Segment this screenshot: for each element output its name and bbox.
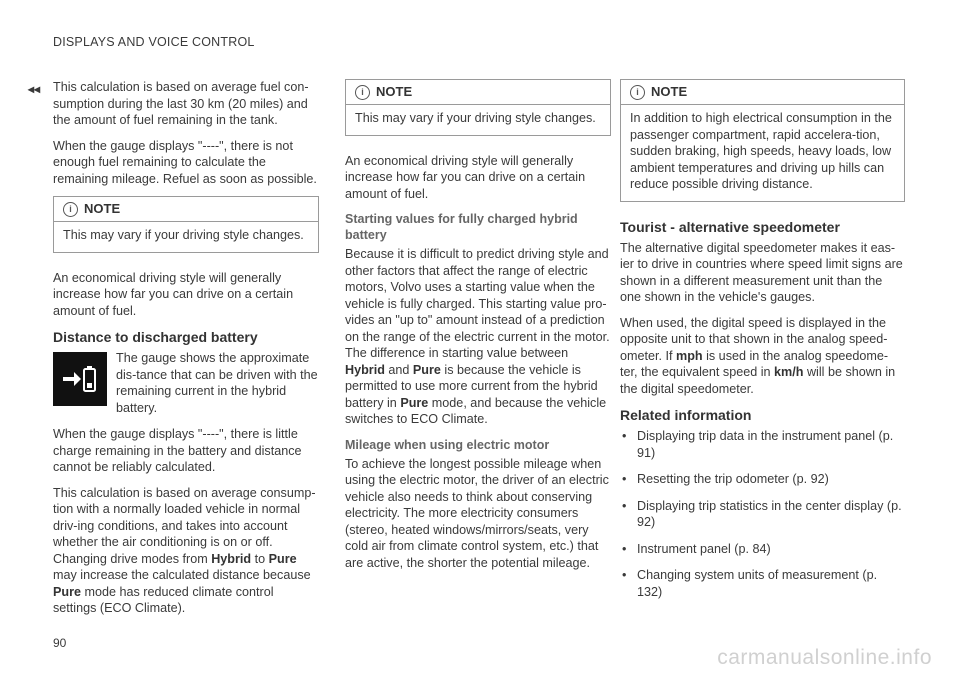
column-1 [53, 79, 319, 626]
note-header [621, 80, 904, 105]
paragraph: Because it is difficult to predict driving style and other factors that affect the range of electric motors, Volvo uses a starting value when the vehicle is fully charged. This starting value pro-vides an "up to" amount instead of a prediction on the range of the electric current in the motor. The difference in starting value between Hybrid and Pure is because the vehicle is permitted to use more current from the hybrid battery in Pure mode, and because the vehicle switches to ECO Climate. [345, 247, 610, 426]
note-header [54, 197, 318, 222]
page-header: DISPLAYS AND VOICE CONTROL [53, 35, 255, 49]
paragraph: The alternative digital speedometer makes it eas-ier to drive in countries where speed limit signs are shown in a different measurement unit than the one shown in the vehicle's gauges. [620, 240, 903, 304]
column-3 [620, 79, 905, 610]
section-heading: Tourist - alternative speedometer [620, 218, 840, 235]
page-number: 90 [53, 636, 67, 650]
related-link[interactable]: • Displaying trip statistics in the center display (p. 92) [620, 498, 905, 531]
paragraph: To achieve the longest possible mileage when using the electric motor, the driver of an electric vehicle also needs to think about conserving electricity. The more electricity consumers (stereo, heated windows/mirrors/seats, very cold air from climate control system, etc.) that are active, the shorter the potential mileage. [345, 456, 609, 570]
related-heading: Related information [620, 407, 752, 423]
symbol-row [53, 350, 319, 416]
paragraph: When used, the digital speed is displayed in the opposite unit to that shown in the analog speed-ometer. If mph is used in the analog speedome-ter, the equivalent speed in km/h will be shown in the digital speedometer. [620, 315, 896, 396]
paragraph: An economical driving style will generally increase how far you can drive on a certain amount of fuel. [345, 153, 586, 201]
related-link[interactable]: • Resetting the trip odometer (p. 92) [620, 471, 905, 488]
note-box [620, 79, 905, 202]
related-list [620, 428, 905, 600]
related-link[interactable]: • Changing system units of measurement (p. 132) [620, 567, 905, 600]
battery-range-icon [53, 352, 107, 406]
paragraph: This calculation is based on average fuel con-sumption during the last 30 km (20 miles) and the amount of fuel remaining in the tank. [53, 80, 309, 127]
info-icon: i [63, 202, 78, 217]
section-heading: Distance to discharged battery [53, 329, 258, 345]
symbol-description: The gauge shows the approximate dis-tance that can be driven with the remaining current in the hybrid battery. [116, 351, 318, 415]
paragraph: When the gauge displays "----", there is not enough fuel remaining to calculate the remaining mileage. Refuel as soon as possible. [53, 138, 317, 186]
related-link[interactable]: • Displaying trip data in the instrument panel (p. 91) [620, 428, 905, 461]
related-link[interactable]: • Instrument panel (p. 84) [620, 541, 905, 558]
note-body: This may vary if your driving style changes. [355, 111, 596, 125]
watermark: carmanualsonline.info [717, 646, 932, 669]
paragraph: This calculation is based on average consump-tion with a normally loaded vehicle in normal driv-ing conditions, and takes into account whether the air conditioning is on or off. Changing drive modes from Hybrid to Pure may increase the calculated distance because Pure mode has reduced climate control settings (ECO Climate). [53, 485, 316, 615]
note-title: NOTE [376, 83, 413, 99]
column-2 [345, 79, 611, 580]
info-icon: i [355, 85, 370, 100]
paragraph: An economical driving style will generally increase how far you can drive on a certain amount of fuel. [53, 270, 294, 318]
continued-marker: ◂◂ [28, 82, 41, 96]
info-icon: i [630, 85, 645, 100]
note-title: NOTE [84, 200, 121, 216]
paragraph: When the gauge displays "----", there is little charge remaining in the battery and distance cannot be reliably calculated. [53, 427, 302, 474]
note-header [346, 80, 610, 105]
subheading: Starting values for fully charged hybrid battery [345, 212, 578, 242]
note-box [53, 196, 319, 253]
note-body: In addition to high electrical consumption in the passenger compartment, rapid accelera-tion, sudden braking, high speeds, heavy loads, low ambient temperatures and driving up hills can reduce possible driving distance. [630, 111, 892, 191]
note-box [345, 79, 611, 136]
note-title: NOTE [651, 83, 688, 99]
note-body: This may vary if your driving style changes. [63, 228, 304, 242]
subheading: Mileage when using electric motor [345, 437, 550, 452]
